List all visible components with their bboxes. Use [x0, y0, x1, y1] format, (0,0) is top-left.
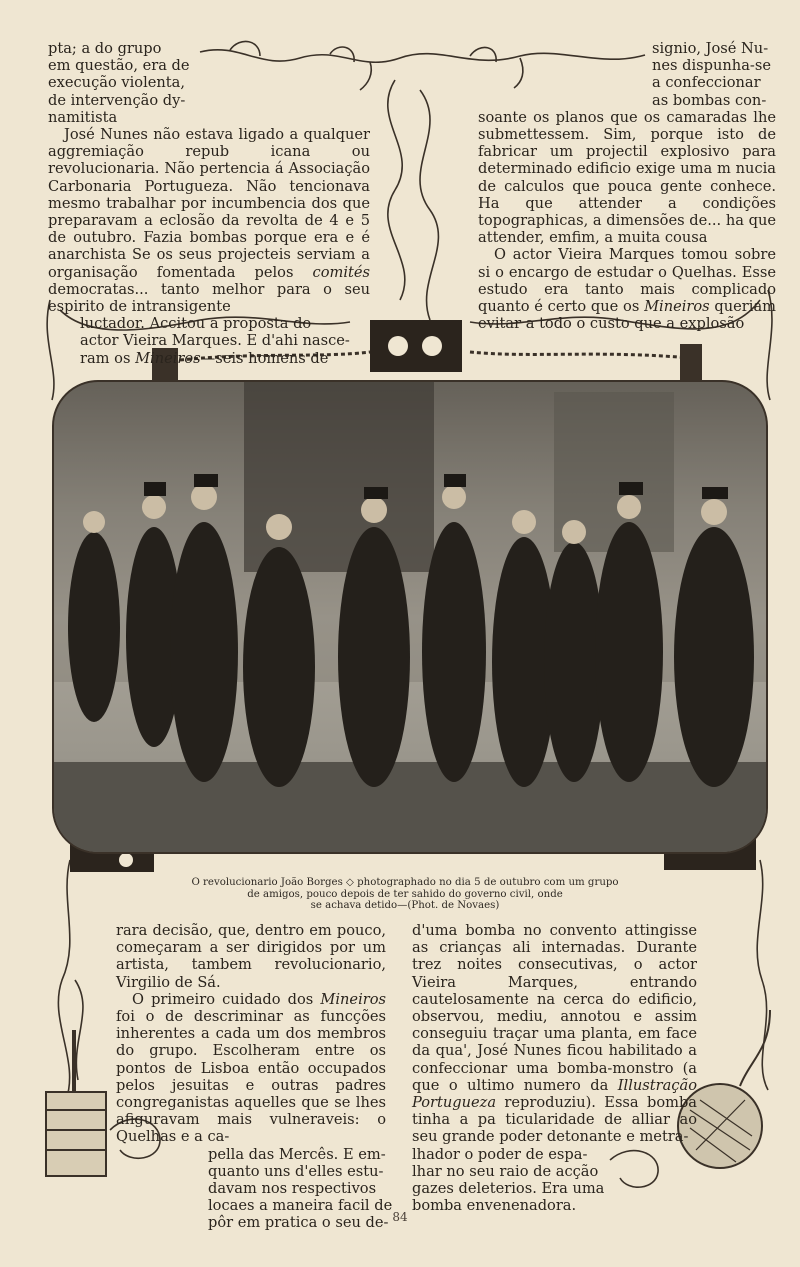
text-line: quanto uns d'elles estu- [208, 1162, 384, 1180]
photo-caption: O revolucionario João Borges ◇ photographado no dia 5 de outubro com um grupo de amigos, pouco depois de ter sahido do governo civil, onde se achava detido—(Phot. de Novaes) [191, 877, 619, 912]
text-line: de intervenção dy- [48, 91, 186, 109]
group-photograph [52, 380, 768, 854]
text-line: lhar no seu raio de acção [412, 1162, 599, 1180]
text-line: pella das Mercês. E em- [208, 1145, 386, 1163]
page-number: 84 [392, 1210, 408, 1224]
text-line: execução violenta, [48, 74, 185, 92]
paragraph: rara decisão, que, dentro em pouco, começaram a ser dirigidos por um artista, tambem revolucionario, Virgilio de Sá. [116, 922, 386, 991]
text-line: actor Vieira Marques. E d'ahi nasce- [80, 332, 350, 350]
text-line: ram os Mineiros—seis homens de [80, 349, 329, 367]
text-line: signio, José Nu- [652, 40, 769, 57]
text-line: gazes deleterios. Era uma [412, 1180, 605, 1198]
text-column-bottom-right [412, 922, 697, 1214]
text-column-top-right [478, 40, 776, 332]
paragraph: d'uma bomba no convento attingisse as crianças ali internadas. Durante trez noites consecutivas, o actor Vieira Marques, entrando cautelosamente na cerca do edificio, observou, mediu, annotou e assim conseguiu traçar uma planta, em face da qua', José Nunes ficou habilitado a confeccionar uma bomba-monstro (a que o ultimo numero da Illustração Portugueza reproduziu). Essa bomba tinha a pa ticularidade de alliar ao seu grande poder detonante e metra- [412, 922, 697, 1146]
text-line: namitista [48, 108, 118, 126]
text-line: as bombas con- [652, 91, 767, 109]
photo-figures [54, 382, 766, 852]
text-line: bomba envenenadora. [412, 1197, 577, 1215]
paragraph: O primeiro cuidado dos Mineiros foi o de descriminar as funcções inherentes a cada um dos membros do grupo. Escolheram entre os pontos de Lisboa então occupados pelos jesuitas e outras padres congreganistas aquelles que se lhes afiguravam mais vulneraveis: o Quelhas e a ca- [116, 990, 386, 1146]
text-line: nes dispunha-se [652, 57, 771, 75]
text-line: davam nos respectivos [208, 1180, 377, 1198]
text-column-bottom-left [116, 922, 393, 1232]
paragraph: José Nunes não estava ligado a qualquer aggremiação repub icana ou revolucionaria. Não pertencia á Associação Carbonaria Portugueza. Não tencionava mesmo trabalhar por incumbencia dos que preparavam a eclosão da revolta de 4 e 5 de outubro. Fazia bombas porque era e é anarchista Se os seus projecteis serviam a organisação fomentada pelos comités democratas... tanto melhor para o seu espirito de intransigente [48, 126, 370, 316]
text-column-top-left [48, 40, 370, 367]
text-line: em questão, era de [48, 57, 190, 75]
paragraph: O actor Vieira Marques tomou sobre si o encargo de estudar o Quelhas. Esse estudo era tanto mais complicado quanto é certo que os Mineiros queriam evitar a todo o custo que a explosão [478, 246, 776, 333]
text-line: a confeccionar [652, 74, 761, 92]
paragraph: soante os planos que os camaradas lhe submettessem. Sim, porque isto de fabricar um projectil explosivo para determinado edificio exige uma m nucia de calculos que pouca gente conhece. Ha que attender a condições topographicas, a dimensões de... ha que attender, emfim, a muita cousa [478, 108, 776, 247]
text-line: pta; a do grupo [48, 40, 162, 57]
text-line: pôr em pratica o seu de- [208, 1214, 389, 1232]
text-line: locaes a maneira facil de [208, 1197, 393, 1215]
text-line: luctador. Accitou a proposta do [80, 315, 312, 333]
text-line: lhador o poder de espa- [412, 1145, 588, 1163]
